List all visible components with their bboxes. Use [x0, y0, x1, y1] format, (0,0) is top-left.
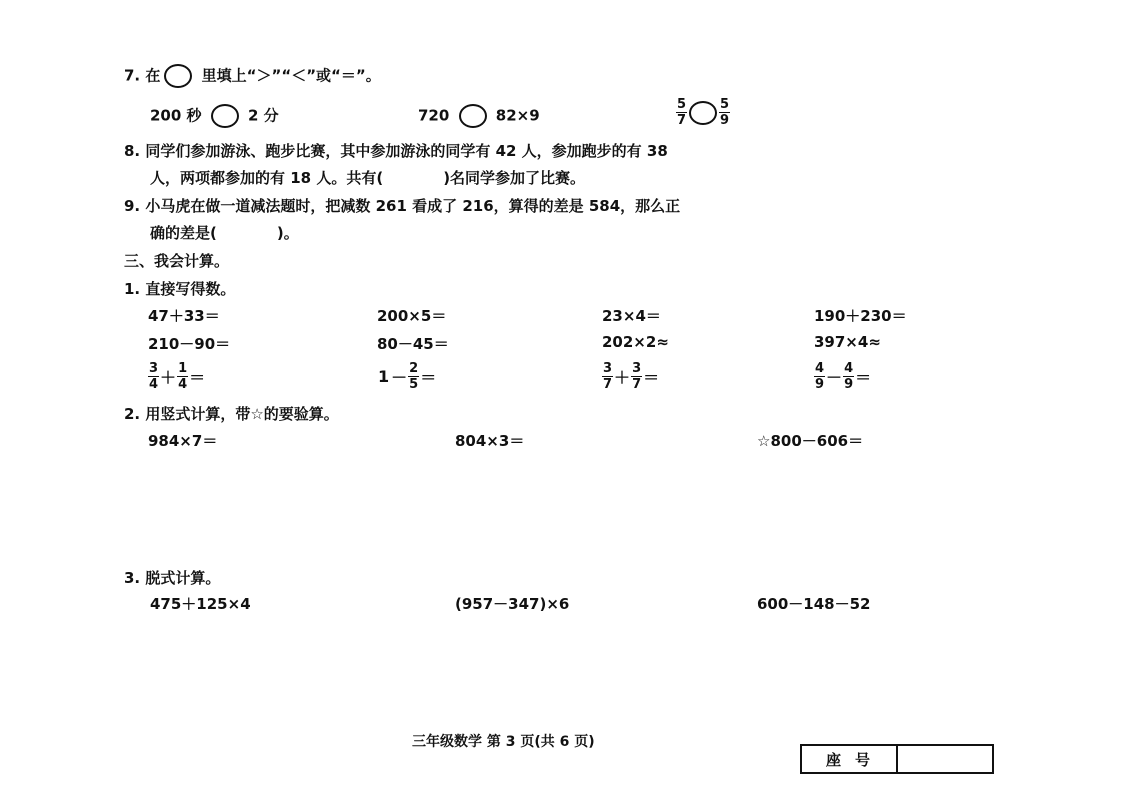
part-1-title: 1. 直接写得数。: [124, 280, 236, 298]
q8-line-2: [150, 167, 585, 188]
stepwise-calc-item: 475＋125×4: [150, 595, 251, 613]
part-2-title: 2. 用竖式计算，带☆的要验算。: [124, 405, 339, 423]
fraction-calc-item: $\frac{3}{7}$ ＋ $\frac{3}{7}$ ＝: [603, 361, 660, 392]
vertical-calc-item: ☆800－606＝: [757, 432, 864, 450]
q9-line-2a: 确的差是(: [150, 224, 217, 242]
page-footer: 三年级数学 第 3 页(共 6 页): [412, 734, 595, 750]
fraction: $\frac{3}{7}$: [603, 361, 613, 392]
fraction: $\frac{5}{7}$: [677, 97, 687, 128]
fraction: $\frac{4}{9}$: [815, 361, 825, 392]
q7-item-1-right: 2 分: [248, 106, 279, 125]
q8-line-2b: )名同学参加了比赛。: [443, 169, 586, 187]
seat-label: 座号: [802, 746, 898, 772]
answer-circle[interactable]: [459, 104, 487, 128]
q9-line-2: [150, 222, 299, 243]
answer-circle[interactable]: [211, 104, 239, 128]
fraction-calc-item: $\frac{4}{9}$ － $\frac{4}{9}$ ＝: [815, 361, 872, 392]
q9-line-2b: )。: [276, 224, 299, 242]
fraction: $\frac{2}{5}$: [409, 361, 419, 392]
q7-item-1: [150, 104, 279, 128]
fraction: $\frac{1}{4}$: [178, 361, 188, 392]
q7-number: 7.: [124, 66, 141, 85]
q7-item-2: [418, 104, 540, 128]
calc-item: 47＋33＝: [148, 307, 220, 325]
fraction: $\frac{3}{4}$: [149, 361, 159, 392]
q7-item-3: [676, 98, 730, 127]
calc-item: 210－90＝: [148, 335, 231, 353]
fraction-calc-item: 1 － $\frac{2}{5}$ ＝: [378, 361, 437, 392]
q9-line-1: 9. 小马虎在做一道减法题时，把减数 261 看成了 216，算得的差是 584，那么正: [124, 197, 681, 215]
section-3-title: 三、我会计算。: [124, 252, 230, 270]
calc-item: 200×5＝: [377, 307, 447, 325]
seat-number-field[interactable]: [898, 746, 992, 772]
fraction: $\frac{5}{9}$: [720, 97, 730, 128]
calc-item: 397×4≈: [814, 333, 881, 351]
fraction-calc-item: $\frac{3}{4}$ ＋ $\frac{1}{4}$ ＝: [149, 361, 206, 392]
q7-item-2-right: 82×9: [495, 106, 540, 125]
q7-item-1-left: 200 秒: [150, 106, 202, 125]
part-3-title: 3. 脱式计算。: [124, 569, 221, 587]
q7-title: [124, 64, 381, 88]
calc-item: 190＋230＝: [814, 307, 907, 325]
seat-number-box: [800, 744, 994, 774]
stepwise-calc-item: 600－148－52: [757, 595, 871, 613]
fraction: $\frac{3}{7}$: [632, 361, 642, 392]
calc-item: 202×2≈: [602, 333, 669, 351]
calc-item: 23×4＝: [602, 307, 661, 325]
q8-line-2a: 人，两项都参加的有 18 人。共有(: [150, 169, 384, 187]
q8-line-1: 8. 同学们参加游泳、跑步比赛，其中参加游泳的同学有 42 人，参加跑步的有 38: [124, 142, 668, 160]
q7-item-2-left: 720: [418, 106, 450, 125]
stepwise-calc-item: (957－347)×6: [455, 595, 570, 613]
vertical-calc-item: 804×3＝: [455, 432, 525, 450]
calc-item: 80－45＝: [377, 335, 449, 353]
answer-circle[interactable]: [689, 101, 717, 125]
fraction: $\frac{4}{9}$: [844, 361, 854, 392]
answer-circle: [164, 64, 192, 88]
q7-prefix: 在: [145, 66, 161, 85]
vertical-calc-item: 984×7＝: [148, 432, 218, 450]
q7-instruction: 里填上“＞”“＜”或“＝”。: [196, 66, 381, 85]
